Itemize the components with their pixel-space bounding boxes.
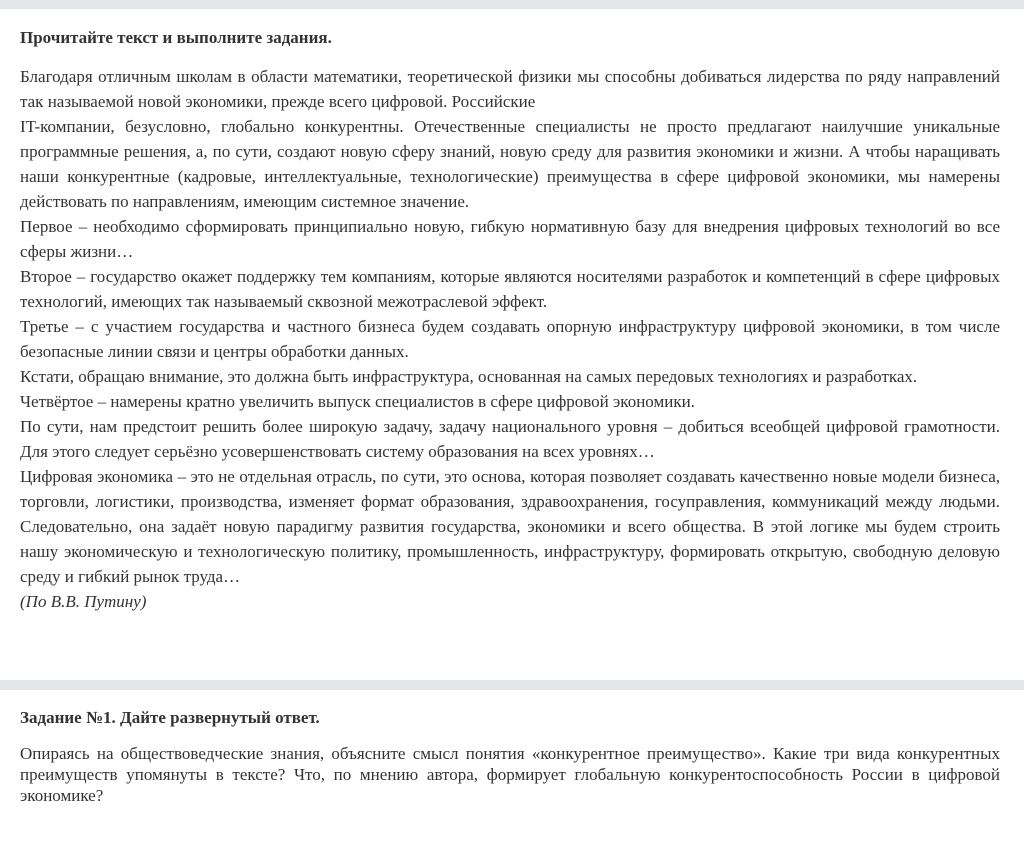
paragraph-digital-economy: Цифровая экономика – это не отдельная отрасль, по сути, это основа, которая позволяет создавать качественно новые модели бизнеса, торговли, логистики, производства, изменяет формат образования, здравоохранения, госуправления, коммуникаций между людьми. Следовательно, она задаёт новую парадигму развития государства, экономики и всего общества. В этой логике мы будем строить нашу экономическую и технологическую политику, промышленность, инфраструктуру, формировать открытую, свободную деловую среду и гибкий рынок труда…: [20, 467, 1000, 586]
reading-heading: Прочитайте текст и выполните задания.: [20, 28, 332, 47]
paragraph-intro: Благодаря отличным школам в области математики, теоретической физики мы способны добиваться лидерства по ряду направлений так называемой новой экономики, прежде всего цифровой. Российские: [20, 67, 1000, 111]
paragraph-fourth: Четвёртое – намерены кратно увеличить выпуск специалистов в сфере цифровой экономики.: [20, 392, 695, 411]
paragraph-third: Третье – с участием государства и частного бизнеса будем создавать опорную инфраструктуру цифровой экономики, в том числе безопасные линии связи и центры обработки данных.: [20, 317, 1000, 361]
reading-section: [20, 22, 1000, 614]
paragraph-first: Первое – необходимо сформировать принципиально новую, гибкую нормативную базу для внедрения цифровых технологий во все сферы жизни…: [20, 217, 1000, 261]
paragraph-infrastructure: Кстати, обращаю внимание, это должна быть инфраструктура, основанная на самых передовых технологиях и разработках.: [20, 367, 918, 386]
task-heading: Задание №1. Дайте развернутый ответ.: [20, 708, 320, 727]
task-section: [20, 702, 1000, 806]
paragraph-second: Второе – государство окажет поддержку тем компаниям, которые являются носителями разработок и компетенций в сфере цифровых технологий, имеющих так называемый сквозной межотраслевой эффект.: [20, 267, 1000, 311]
paragraph-it-companies: IT-компании, безусловно, глобально конкурентны. Отечественные специалисты не просто предлагают наилучшие уникальные программные решения, а, по сути, создают новую сферу знаний, новую среду для развития экономики и жизни. А чтобы наращивать наши конкурентные (кадровые, интеллектуальные, технологические) преимущества в сфере цифровой экономики, мы намерены действовать по направлениям, имеющим системное значение.: [20, 117, 1000, 211]
section-divider: [0, 680, 1024, 690]
reading-text: [20, 64, 1000, 589]
task-question: Опираясь на обществоведческие знания, объясните смысл понятия «конкурентное преимущество». Какие три вида конкурентных преимуществ упомянуты в тексте? Что, по мнению автора, формирует глобальную конкурентоспособность России в цифровой экономике?: [20, 744, 1000, 805]
paragraph-literacy: По сути, нам предстоит решить более широкую задачу, задачу национального уровня – добиться всеобщей цифровой грамотности. Для этого следует серьёзно усовершенствовать систему образования на всех уровнях…: [20, 417, 1000, 461]
top-divider: [0, 0, 1024, 9]
author-attribution: (По В.В. Путину): [20, 592, 147, 611]
